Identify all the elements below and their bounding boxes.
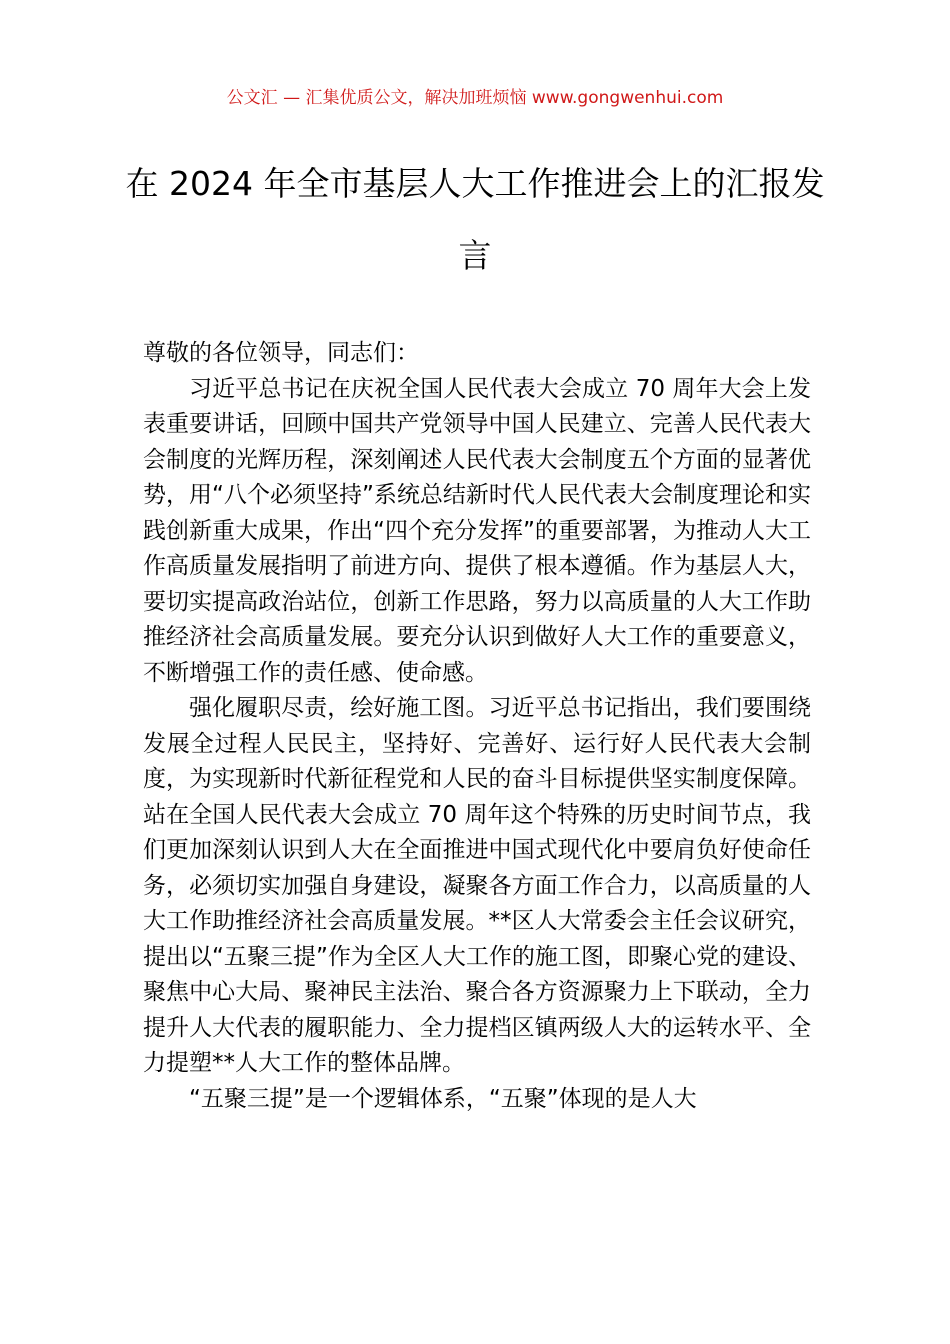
paragraph: 习近平总书记在庆祝全国人民代表大会成立 70 周年大会上发表重要讲话，回顾中国共产党领导中国人民建立、完善人民代表大会制度的光辉历程，深刻阐述人民代表大会制度五个方面的显著优势，用“八个必须坚持”系统总结新时代人民代表大会制度理论和实践创新重大成果，作出“四个充分发挥”的重要部署，为推动人大工作高质量发展指明了前进方向、提供了根本遵循。作为基层人大，要切实提高政治站位，创新工作思路，努力以高质量的人大工作助推经济社会高质量发展。要充分认识到做好人大工作的重要意义，不断增强工作的责任感、使命感。 — [143, 375, 811, 686]
paragraph: 强化履职尽责，绘好施工图。习近平总书记指出，我们要围绕发展全过程人民民主，坚持好、完善好、运行好人民代表大会制度，为实现新时代新征程党和人民的奋斗目标提供坚实制度保障。站在全国人民代表大会成立 70 周年这个特殊的历史时间节点，我们更加深刻认识到人大在全面推进中国式现代化中要肩负好使命任务，必须切实加强自身建设，凝聚各方面工作合力，以高质量的人大工作助推经济社会高质量发展。**区人大常委会主任会议研究，提出以“五聚三提”作为全区人大工作的施工图，即聚心党的建设、聚焦中心大局、聚神民主法治、聚合各方资源聚力上下联动，全力提升人大代表的履职能力、全力提档区镇两级人大的运转水平、全力提塑**人大工作的整体品牌。 — [143, 695, 811, 1076]
document-title: 在 2024 年全市基层人大工作推进会上的汇报发言 — [125, 164, 825, 275]
paragraph: “五聚三提”是一个逻辑体系，“五聚”体现的是人大 — [189, 1085, 697, 1112]
salutation: 尊敬的各位领导，同志们： — [143, 340, 419, 366]
site-watermark-header: 公文汇 — 汇集优质公文，解决加班烦恼 www.gongwenhui.com — [226, 88, 724, 108]
document-body — [143, 336, 811, 1117]
